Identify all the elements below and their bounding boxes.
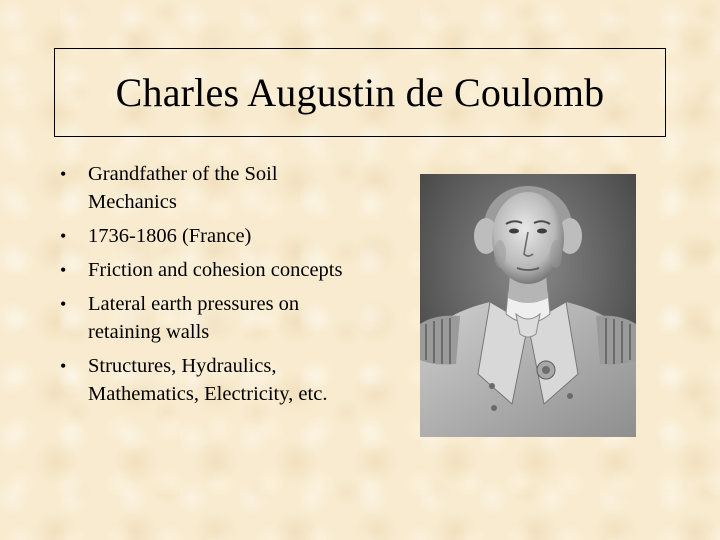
bullet-text: Friction and cohesion concepts bbox=[88, 259, 343, 281]
bullet-marker: • bbox=[60, 294, 67, 314]
bullet-marker: • bbox=[60, 164, 67, 184]
coulomb-portrait-image bbox=[420, 174, 636, 437]
title-box bbox=[54, 48, 666, 137]
bullet-text: 1736-1806 (France) bbox=[88, 225, 252, 247]
bullet-text: Structures, Hydraulics, Mathematics, Electricity, etc. bbox=[88, 355, 328, 405]
bullet-item bbox=[56, 160, 356, 216]
bullet-item bbox=[56, 222, 356, 250]
bullet-item bbox=[56, 256, 356, 284]
bullet-text: Grandfather of the Soil Mechanics bbox=[88, 163, 278, 213]
bullet-item bbox=[56, 352, 356, 408]
bullet-list bbox=[56, 160, 356, 414]
bullet-item bbox=[56, 290, 356, 346]
bullet-marker: • bbox=[60, 226, 67, 246]
bullet-marker: • bbox=[60, 260, 67, 280]
portrait-illustration bbox=[420, 174, 636, 437]
bullet-text: Lateral earth pressures on retaining walls bbox=[88, 293, 300, 343]
bullet-marker: • bbox=[60, 356, 67, 376]
slide-title: Charles Augustin de Coulomb bbox=[115, 70, 605, 115]
